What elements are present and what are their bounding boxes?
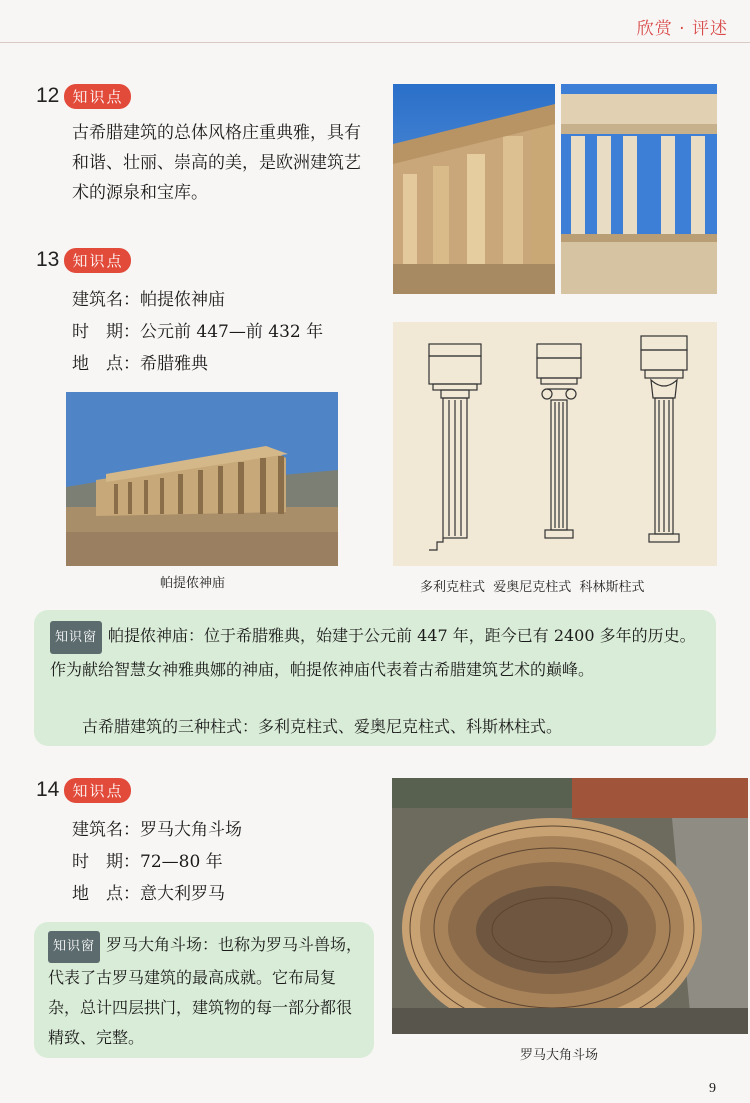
section-14-info xyxy=(72,814,242,910)
knowledge-point-badge: 知识点 xyxy=(64,778,131,803)
erechtheion-caryatids-photo xyxy=(561,84,717,294)
colosseum-caption: 罗马大角斗场 xyxy=(520,1048,599,1063)
colosseum-photo xyxy=(392,778,748,1034)
value: 罗马大角斗场 xyxy=(140,820,242,840)
knowledge-point-badge: 知识点 xyxy=(64,84,131,109)
label: 建筑名： xyxy=(72,290,140,310)
value: 公元前 447—前 432 年 xyxy=(140,322,324,342)
knowledge-window-p1: 帕提侬神庙：位于希腊雅典，始建于公元前 447 年，距今已有 2400 多年的历史。作为献给智慧女神雅典娜的神庙，帕提侬神庙代表着古希腊建筑艺术的巅峰。 xyxy=(50,626,696,679)
knowledge-window-parthenon xyxy=(34,610,716,746)
page-number: 9 xyxy=(709,1081,716,1096)
info-row-period xyxy=(72,846,242,878)
section-number: 12 xyxy=(36,84,60,107)
section-12-text: 古希腊建筑的总体风格庄重典雅，具有和谐、壮丽、崇高的美，是欧洲建筑艺术的源泉和宝库。 xyxy=(72,123,361,203)
label: 地 点： xyxy=(72,884,140,904)
label: 时 期： xyxy=(72,322,140,342)
section-12-heading xyxy=(36,84,131,109)
knowledge-window-tag: 知识窗 xyxy=(50,621,102,654)
label: 时 期： xyxy=(72,852,140,872)
knowledge-window-text xyxy=(50,620,704,685)
value: 意大利罗马 xyxy=(140,884,225,904)
section-13-info xyxy=(72,284,323,380)
section-header-title: 欣赏 · 评述 xyxy=(636,19,728,39)
info-row-name xyxy=(72,284,323,316)
parthenon-photo xyxy=(66,392,338,566)
value: 72—80 年 xyxy=(140,852,223,872)
info-row-name xyxy=(72,814,242,846)
knowledge-window-colosseum xyxy=(34,922,374,1058)
value: 帕提侬神庙 xyxy=(140,290,225,310)
value: 希腊雅典 xyxy=(140,354,208,374)
column-orders-diagram xyxy=(393,322,717,566)
section-14-heading xyxy=(36,778,131,803)
knowledge-window-text xyxy=(48,930,366,1053)
parthenon-caption: 帕提侬神庙 xyxy=(160,576,226,591)
info-row-place xyxy=(72,878,242,910)
section-13-heading xyxy=(36,248,131,273)
knowledge-window-p1: 罗马大角斗场：也称为罗马斗兽场，代表了古罗马建筑的最高成就。它布局复杂，总计四层拱门，建筑物的每一部分都很精致、完整。 xyxy=(48,935,363,1047)
info-row-place xyxy=(72,348,323,380)
label: 地 点： xyxy=(72,354,140,374)
label: 建筑名： xyxy=(72,820,140,840)
section-number: 14 xyxy=(36,778,60,801)
info-row-period xyxy=(72,316,323,348)
knowledge-window-p2: 古希腊建筑的三种柱式：多利克柱式、爱奥尼克柱式、科斯林柱式。 xyxy=(82,717,563,736)
column-orders-caption: 多利克柱式 爱奥尼克柱式 科林斯柱式 xyxy=(420,580,645,595)
knowledge-window-tag: 知识窗 xyxy=(48,931,100,963)
knowledge-point-badge: 知识点 xyxy=(64,248,131,273)
header-divider xyxy=(0,42,750,43)
parthenon-columns-photo xyxy=(393,84,555,294)
section-number: 13 xyxy=(36,248,60,271)
